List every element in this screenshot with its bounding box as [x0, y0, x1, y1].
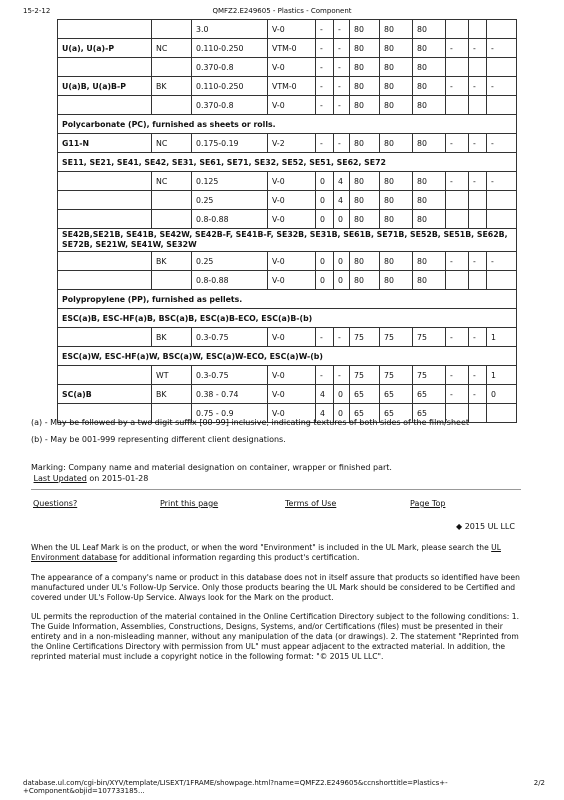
table-cell [58, 191, 152, 210]
environment-paragraph [31, 543, 531, 563]
table-cell: 0 [334, 404, 350, 423]
table-cell [152, 96, 192, 115]
table-cell: - [334, 77, 350, 96]
table-cell [152, 191, 192, 210]
table-cell: VTM-0 [268, 39, 316, 58]
table-cell: 0.38 - 0.74 [192, 385, 268, 404]
table-row [58, 96, 517, 115]
group-header-row [58, 229, 517, 252]
table-cell: 0 [334, 252, 350, 271]
table-cell: - [469, 366, 487, 385]
table-cell: - [446, 77, 469, 96]
table-cell: - [334, 96, 350, 115]
table-row [58, 191, 517, 210]
table-cell: U(a), U(a)-P [58, 39, 152, 58]
marking-section [31, 462, 392, 484]
table-cell: - [316, 20, 334, 39]
table-cell: 80 [350, 77, 380, 96]
table-cell: - [469, 172, 487, 191]
table-cell [58, 172, 152, 191]
table-cell: 80 [413, 134, 446, 153]
group-header-cell: ESC(a)B, ESC-HF(a)B, BSC(a)B, ESC(a)B-ECO, ESC(a)B-(b) [58, 309, 517, 328]
table-cell: 4 [316, 404, 334, 423]
table-cell: - [487, 39, 517, 58]
table-cell: 1 [487, 328, 517, 347]
certification-table [57, 19, 517, 423]
table-cell: 80 [380, 210, 413, 229]
table-cell: 80 [350, 210, 380, 229]
table-cell: 80 [350, 172, 380, 191]
table-cell: V-0 [268, 252, 316, 271]
table-cell: - [487, 172, 517, 191]
table-cell: U(a)B, U(a)B-P [58, 77, 152, 96]
group-header-cell: ESC(a)W, ESC-HF(a)W, BSC(a)W, ESC(a)W-ECO, ESC(a)W-(b) [58, 347, 517, 366]
table-cell: V-0 [268, 210, 316, 229]
table-cell [487, 210, 517, 229]
table-cell: 0 [316, 191, 334, 210]
table-cell: - [446, 366, 469, 385]
table-cell: - [334, 328, 350, 347]
table-cell: 75 [413, 328, 446, 347]
table-cell: 65 [413, 385, 446, 404]
table-cell: 80 [380, 58, 413, 77]
table-cell: 0 [487, 385, 517, 404]
group-header-row [58, 115, 517, 134]
table-cell: 65 [380, 404, 413, 423]
table-cell: 75 [380, 366, 413, 385]
table-row [58, 58, 517, 77]
table-row [58, 252, 517, 271]
table-cell: - [469, 328, 487, 347]
table-cell [469, 20, 487, 39]
table-cell [446, 191, 469, 210]
group-header-cell: SE11, SE21, SE41, SE42, SE31, SE61, SE71, SE32, SE52, SE51, SE62, SE72 [58, 153, 517, 172]
last-updated [31, 473, 392, 484]
table-cell: 80 [413, 252, 446, 271]
table-cell [446, 96, 469, 115]
table-cell: 0 [316, 252, 334, 271]
separator [31, 489, 521, 490]
table-cell: 80 [380, 96, 413, 115]
print-page-link[interactable]: Print this page [160, 499, 219, 508]
table-cell: - [469, 39, 487, 58]
table-cell [469, 404, 487, 423]
table-cell: NC [152, 39, 192, 58]
group-header-cell: Polypropylene (PP), furnished as pellets. [58, 290, 517, 309]
table-cell: - [316, 134, 334, 153]
table-cell: - [334, 366, 350, 385]
table-cell: - [487, 134, 517, 153]
table-cell: - [446, 385, 469, 404]
print-title: QMFZ2.E249605 - Plastics - Component [212, 7, 352, 15]
group-header-row [58, 309, 517, 328]
table-cell: V-0 [268, 20, 316, 39]
table-cell [446, 210, 469, 229]
table-cell: 0.110-0.250 [192, 39, 268, 58]
table-cell [58, 366, 152, 385]
environment-text-end: for additional information regarding this product's certification. [117, 553, 360, 562]
table-cell [469, 191, 487, 210]
table-cell: - [316, 58, 334, 77]
table-cell: 80 [350, 39, 380, 58]
table-cell: 75 [350, 366, 380, 385]
table-cell: V-0 [268, 96, 316, 115]
questions-link[interactable]: Questions? [33, 499, 78, 508]
table-cell: 80 [380, 172, 413, 191]
note-a: (a) - May be followed by a two digit suffix [00-99] inclusive, indicating textures of both sides of the film/sheet [31, 418, 469, 427]
table-cell: 80 [413, 77, 446, 96]
table-cell [58, 20, 152, 39]
table-cell: 4 [334, 191, 350, 210]
table-cell: VTM-0 [268, 77, 316, 96]
group-header-row [58, 153, 517, 172]
table-cell: 0 [316, 172, 334, 191]
table-cell: 80 [413, 191, 446, 210]
table-cell [487, 271, 517, 290]
table-cell: 80 [413, 172, 446, 191]
table-cell: - [334, 20, 350, 39]
environment-text-start: When the UL Leaf Mark is on the product, or when the word "Environment" is included in the UL Mark, please search the [31, 543, 492, 552]
table-cell [446, 271, 469, 290]
table-cell: 65 [413, 404, 446, 423]
table-cell: 80 [380, 134, 413, 153]
last-updated-link[interactable]: Last Updated [33, 474, 87, 483]
appearance-paragraph: The appearance of a company's name or product in this database does not in itself assure that products so identified have been manufactured under UL's Follow-Up Service. Only those products bearing the UL Mark should be considered to be Certified and covered under UL's Follow-Up Service. Always look for the Mark on the product. [31, 573, 520, 602]
table-cell [152, 58, 192, 77]
table-cell [469, 96, 487, 115]
table-cell: 80 [350, 134, 380, 153]
table-cell: V-0 [268, 366, 316, 385]
table-cell: SC(a)B [58, 385, 152, 404]
print-footer [23, 779, 545, 795]
table-cell: 1 [487, 366, 517, 385]
table-cell: 65 [350, 404, 380, 423]
table-cell: - [487, 252, 517, 271]
table-cell: 0 [316, 271, 334, 290]
table-cell: - [446, 39, 469, 58]
table-cell: - [334, 58, 350, 77]
table-cell [469, 210, 487, 229]
terms-of-use-link[interactable]: Terms of Use [285, 499, 337, 508]
table-cell [152, 271, 192, 290]
table-cell: 0.175-0.19 [192, 134, 268, 153]
table-cell: 4 [316, 385, 334, 404]
table-cell: 0.3-0.75 [192, 366, 268, 385]
table-cell: 80 [380, 271, 413, 290]
table-row [58, 39, 517, 58]
last-updated-date: on 2015-01-28 [86, 474, 149, 483]
table-cell: V-0 [268, 191, 316, 210]
table-cell: - [487, 77, 517, 96]
table-cell: - [446, 252, 469, 271]
table-cell: 75 [380, 328, 413, 347]
table-cell: - [316, 96, 334, 115]
table-cell: 80 [380, 39, 413, 58]
copyright: ◆ 2015 UL LLC [456, 522, 515, 531]
table-cell: 80 [350, 252, 380, 271]
group-header-cell: SE42B,SE21B, SE41B, SE42W, SE42B-F, SE41B-F, SE32B, SE31B, SE61B, SE71B, SE52B, SE51B, SE62B, SE72B, SE21W, SE41W, SE32W [58, 229, 517, 252]
table-cell: 80 [413, 96, 446, 115]
table-cell: 65 [380, 385, 413, 404]
table-cell: 80 [350, 20, 380, 39]
table-cell: 4 [334, 172, 350, 191]
table-cell: NC [152, 134, 192, 153]
table-cell: 0.370-0.8 [192, 58, 268, 77]
table-cell: BK [152, 385, 192, 404]
table-cell: - [469, 252, 487, 271]
group-header-row [58, 290, 517, 309]
print-date: 15-2-12 [23, 7, 51, 15]
page-top-link[interactable]: Page Top [410, 499, 446, 508]
table-cell: 75 [413, 366, 446, 385]
table-cell [446, 20, 469, 39]
table-cell: 0.370-0.8 [192, 96, 268, 115]
table-cell [58, 252, 152, 271]
table-cell: 80 [350, 96, 380, 115]
table-cell: 0 [334, 210, 350, 229]
table-row [58, 271, 517, 290]
table-cell: 0 [334, 271, 350, 290]
table-cell [152, 20, 192, 39]
table-row [58, 366, 517, 385]
table-row [58, 328, 517, 347]
table-cell [487, 96, 517, 115]
table-cell: NC [152, 172, 192, 191]
table-cell: 80 [413, 39, 446, 58]
table-cell: G11-N [58, 134, 152, 153]
group-header-cell: Polycarbonate (PC), furnished as sheets or rolls. [58, 115, 517, 134]
table-cell: - [446, 134, 469, 153]
table-row [58, 134, 517, 153]
table-cell [469, 58, 487, 77]
table-cell: V-0 [268, 404, 316, 423]
notes [31, 414, 469, 448]
table-cell: 80 [380, 20, 413, 39]
table-cell: V-0 [268, 172, 316, 191]
table-cell [469, 271, 487, 290]
table-cell: 80 [380, 191, 413, 210]
table-cell [58, 271, 152, 290]
table-cell: 80 [380, 77, 413, 96]
table-cell: - [469, 77, 487, 96]
table-cell: 0 [334, 385, 350, 404]
table-cell: 80 [413, 58, 446, 77]
note-b: (b) - May be 001-999 representing different client designations. [31, 435, 286, 444]
table-cell: 0.25 [192, 191, 268, 210]
table-cell: - [316, 366, 334, 385]
table-cell [487, 191, 517, 210]
table-cell: V-0 [268, 385, 316, 404]
table-cell [152, 210, 192, 229]
table-cell: 80 [413, 210, 446, 229]
table-cell [487, 20, 517, 39]
table-row [58, 172, 517, 191]
table-cell: - [469, 385, 487, 404]
table-cell: V-0 [268, 271, 316, 290]
table-row [58, 210, 517, 229]
table-cell: BK [152, 328, 192, 347]
table-cell: 80 [350, 271, 380, 290]
table-cell: 80 [350, 58, 380, 77]
table-cell: 0.8-0.88 [192, 210, 268, 229]
table-cell: 0.3-0.75 [192, 328, 268, 347]
table-cell [58, 96, 152, 115]
group-header-row [58, 347, 517, 366]
marking-text: Marking: Company name and material designation on container, wrapper or finished part. [31, 463, 392, 472]
table-cell: - [446, 172, 469, 191]
reproduction-paragraph: UL permits the reproduction of the material contained in the Online Certification Directory subject to the following conditions: 1. The Guide Information, Assemblies, Constructions, Designs, Systems, and/or Certifications (files) must be presented in their entirety and in a non-misleading manner, without any manipulation of the data (or drawings). 2. The statement "Reprinted from the Online Certifications Directory with permission from UL" must appear adjacent to the extracted material. In addition, the reprinted material must include a copyright notice in the following format: "© 2015 UL LLC". [31, 612, 520, 661]
table-cell [58, 58, 152, 77]
table-cell [58, 328, 152, 347]
table-cell: - [316, 77, 334, 96]
table-cell: 0.8-0.88 [192, 271, 268, 290]
table-cell: 65 [350, 385, 380, 404]
table-cell: - [334, 39, 350, 58]
table-cell: 3.0 [192, 20, 268, 39]
table-row [58, 385, 517, 404]
table-cell: 75 [350, 328, 380, 347]
table-cell: - [316, 39, 334, 58]
table-cell: - [469, 134, 487, 153]
table-cell: 80 [350, 191, 380, 210]
table-cell [487, 58, 517, 77]
table-cell: 0.25 [192, 252, 268, 271]
table-cell: - [316, 328, 334, 347]
footer-url: database.ul.com/cgi-bin/XYV/template/LISEXT/1FRAME/showpage.html?name=QMFZ2.E249605&ccnshorttitle=Plastics+-+Component&objid=107733185... [23, 779, 448, 795]
table-cell [487, 404, 517, 423]
table-cell: BK [152, 77, 192, 96]
table-cell: V-0 [268, 58, 316, 77]
table-cell: 80 [413, 271, 446, 290]
table-cell: V-2 [268, 134, 316, 153]
table-cell: 0 [316, 210, 334, 229]
table-row [58, 77, 517, 96]
table-cell: 80 [380, 252, 413, 271]
ul-environment-database-link[interactable]: UL Environment database [31, 543, 501, 562]
table-cell: WT [152, 366, 192, 385]
table-cell: V-0 [268, 328, 316, 347]
table-cell: - [446, 328, 469, 347]
table-cell: 0.110-0.250 [192, 77, 268, 96]
table-cell [446, 58, 469, 77]
table-cell: 0.125 [192, 172, 268, 191]
table-cell: 80 [413, 20, 446, 39]
table-cell: - [334, 134, 350, 153]
table-cell: BK [152, 252, 192, 271]
page-number: 2/2 [533, 779, 545, 787]
table-cell: 0.75 - 0.9 [192, 404, 268, 423]
table-row [58, 20, 517, 39]
table-cell [58, 210, 152, 229]
